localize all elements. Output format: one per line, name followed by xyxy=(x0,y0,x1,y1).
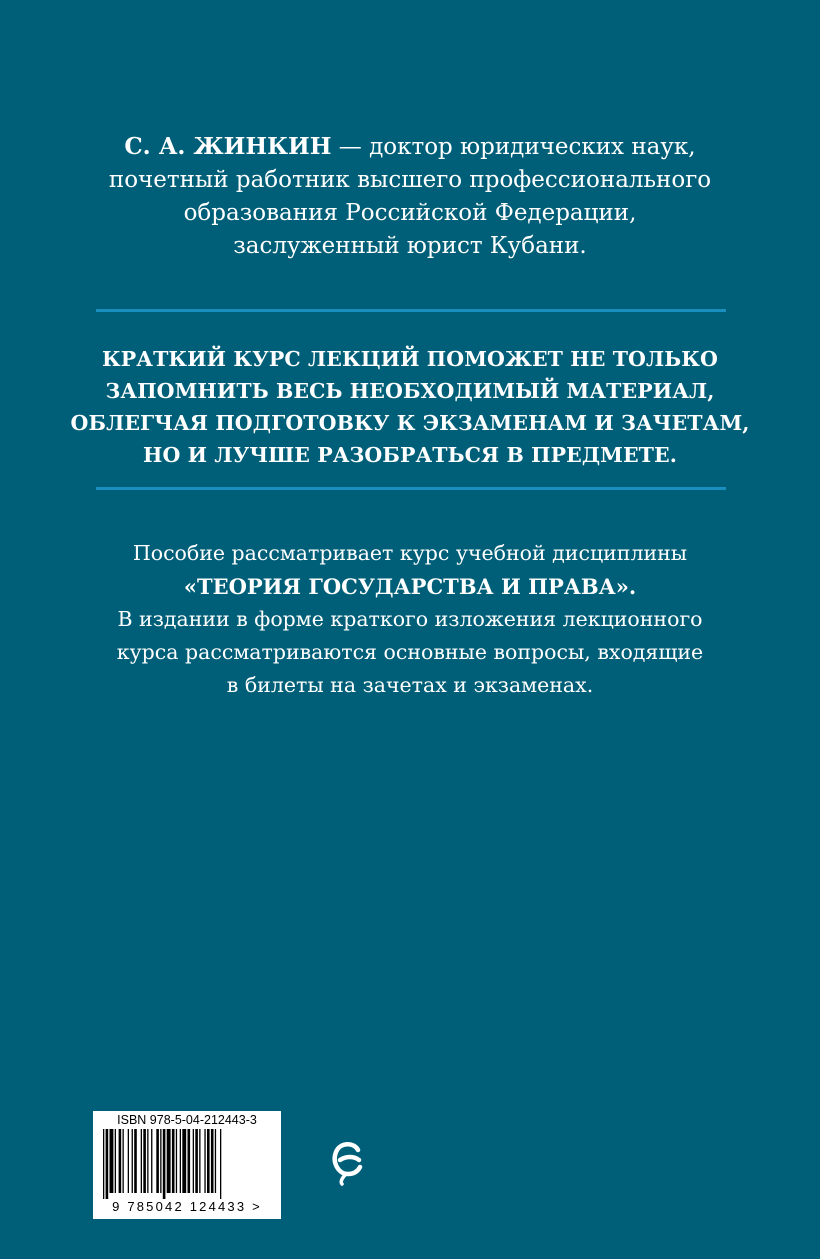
barcode-bar xyxy=(143,1129,146,1193)
isbn-barcode xyxy=(93,1111,281,1219)
barcode-bar xyxy=(180,1129,181,1193)
barcode-bar xyxy=(103,1129,104,1199)
barcode-bar xyxy=(115,1129,116,1193)
barcode-bar xyxy=(207,1129,210,1193)
promo-line-2: ЗАПОМНИТЬ ВЕСЬ НЕОБХОДИМЫЙ МАТЕРИАЛ, xyxy=(105,379,715,403)
divider-top xyxy=(96,309,726,312)
promo-text xyxy=(0,343,820,471)
barcode-bar xyxy=(141,1129,142,1193)
barcode-bar xyxy=(151,1129,152,1193)
barcode-bar xyxy=(163,1129,166,1199)
barcode-bar xyxy=(123,1129,124,1193)
promo-line-3: ОБЛЕГЧАЯ ПОДГОТОВКУ К ЭКЗАМЕНАМ И ЗАЧЕТАМ, xyxy=(70,411,750,435)
barcode-digits: 9 785042 124433 > xyxy=(112,1199,262,1214)
barcode-bar xyxy=(204,1129,205,1193)
barcode-bar xyxy=(167,1129,171,1193)
barcode-bar xyxy=(156,1129,159,1193)
barcode-bar xyxy=(110,1129,114,1193)
author-bio-line-4: заслуженный юрист Кубани. xyxy=(233,233,587,259)
barcode-icon xyxy=(97,1129,277,1199)
barcode-bar xyxy=(134,1129,137,1193)
divider-bottom xyxy=(96,487,726,490)
author-bio xyxy=(0,130,820,263)
barcode-bar xyxy=(182,1129,186,1193)
description xyxy=(0,537,820,702)
description-line-3: В издании в форме краткого изложения лекционного xyxy=(117,607,703,631)
barcode-bar xyxy=(119,1129,122,1193)
barcode-bar xyxy=(128,1129,129,1193)
barcode-bar xyxy=(215,1129,216,1193)
barcode-bar xyxy=(193,1129,194,1193)
course-title: «ТЕОРИЯ ГОСУДАРСТВА И ПРАВА». xyxy=(183,574,637,599)
barcode-bar xyxy=(160,1129,161,1193)
barcode-bar xyxy=(106,1129,109,1199)
barcode-bar xyxy=(211,1129,214,1193)
barcode-bar xyxy=(188,1129,191,1193)
description-line-4: курса рассматриваются основные вопросы, входящие xyxy=(116,640,704,664)
publisher-logo-icon xyxy=(330,1136,364,1186)
description-line-5: в билеты на зачетах и экзаменах. xyxy=(226,673,594,697)
barcode-bar xyxy=(172,1129,175,1193)
barcode-bar xyxy=(176,1129,177,1193)
author-bio-line-3: образования Российской Федерации, xyxy=(183,200,637,226)
description-line-1: Пособие рассматривает курс учебной дисциплины xyxy=(132,541,688,565)
barcode-bar xyxy=(195,1129,198,1193)
author-bio-line-1: С. А. ЖИНКИН — доктор юридических наук, xyxy=(124,133,696,160)
promo-line-4: НО И ЛУЧШЕ РАЗОБРАТЬСЯ В ПРЕДМЕТЕ. xyxy=(142,443,678,467)
barcode-bar xyxy=(199,1129,200,1193)
barcode-bar xyxy=(147,1129,148,1193)
author-name: С. А. ЖИНКИН xyxy=(124,133,332,160)
barcode-bar xyxy=(220,1129,221,1199)
author-bio-line-2: почетный работник высшего профессионального xyxy=(108,167,712,193)
barcode-bar xyxy=(132,1129,133,1193)
isbn-label: ISBN 978-5-04-212443-3 xyxy=(117,1113,257,1127)
promo-line-1: КРАТКИЙ КУРС ЛЕКЦИЙ ПОМОЖЕТ НЕ ТОЛЬКО xyxy=(102,347,718,371)
